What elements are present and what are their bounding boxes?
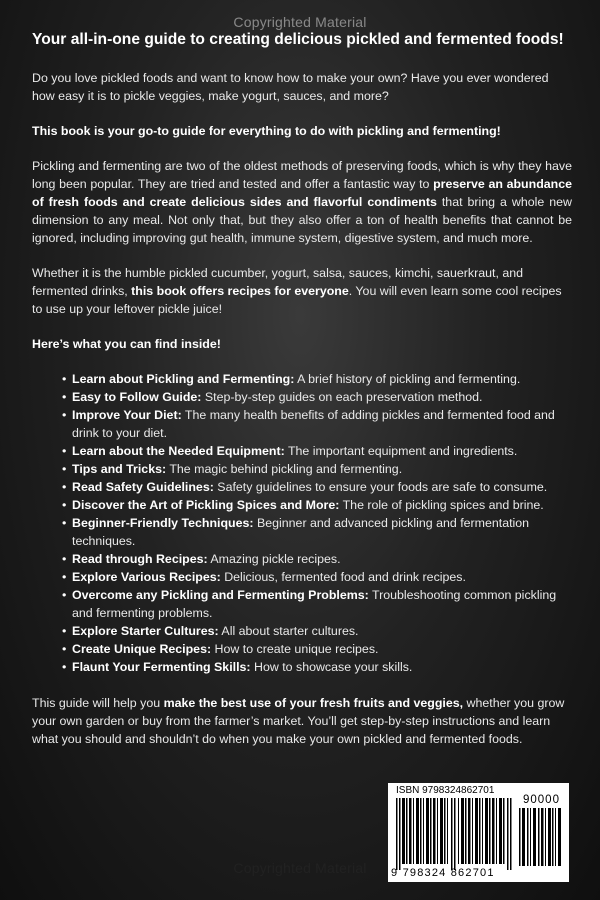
feature-desc: The important equipment and ingredients. (284, 444, 518, 458)
watermark-bottom: Copyrighted Material (233, 860, 367, 876)
feature-title: Explore Various Recipes: (72, 570, 221, 584)
feature-title: Read through Recipes: (72, 552, 208, 566)
description-paragraph (32, 157, 572, 247)
list-item (62, 658, 572, 676)
list-item (62, 388, 572, 406)
barcode-digits: 9 798324 862701 (391, 867, 495, 879)
list-item (62, 550, 572, 568)
feature-desc: Step-by-step guides on each preservation method. (201, 390, 483, 404)
closing-paragraph (32, 694, 572, 748)
recipes-highlight: this book offers recipes for everyone (131, 284, 349, 298)
feature-title: Learn about the Needed Equipment: (72, 444, 285, 458)
feature-title: Learn about Pickling and Fermenting: (72, 372, 295, 386)
feature-desc: How to showcase your skills. (250, 660, 413, 674)
feature-title: Flaunt Your Fermenting Skills: (72, 660, 251, 674)
list-item (62, 442, 572, 460)
recipes-text-a: Whether it is the humble pickled cucumber, yogurt, salsa, sauces, kimchi, sauerkraut, and fermented drinks, (32, 266, 524, 298)
price-barcode-icon (519, 808, 563, 866)
feature-desc: The magic behind pickling and fermenting. (166, 462, 403, 476)
list-item (62, 406, 572, 442)
recipes-paragraph (32, 264, 572, 318)
back-cover-text (32, 30, 572, 765)
feature-title: Explore Starter Cultures: (72, 624, 219, 638)
intro-paragraph: Do you love pickled foods and want to know how to make your own? Have you ever wondered how easy it is to pickle veggies, make yogurt, sauces, and more? (32, 71, 549, 103)
feature-title: Improve Your Diet: (72, 408, 182, 422)
watermark-top: Copyrighted Material (233, 14, 367, 30)
list-item (62, 370, 572, 388)
list-item (62, 622, 572, 640)
feature-desc: Beginner and advanced pickling and fermentation techniques. (72, 516, 530, 548)
feature-list (32, 370, 572, 676)
feature-title: Beginner-Friendly Techniques: (72, 516, 254, 530)
description-text-a: Pickling and fermenting are two of the oldest methods of preserving foods, which is why they have long been popular. They are tried and tested and offer a fantastic way to (32, 159, 572, 191)
closing-highlight: make the best use of your fresh fruits and veggies, (163, 696, 464, 710)
feature-desc: The role of pickling spices and brine. (339, 498, 544, 512)
feature-title: Discover the Art of Pickling Spices and More: (72, 498, 340, 512)
list-item (62, 640, 572, 658)
isbn-label: ISBN 9798324862701 (396, 785, 495, 796)
feature-desc: Delicious, fermented food and drink recipes. (220, 570, 466, 584)
feature-title: Read Safety Guidelines: (72, 480, 214, 494)
feature-title: Tips and Tricks: (72, 462, 167, 476)
list-item (62, 586, 572, 622)
description-highlight: preserve an abundance of fresh foods and create delicious sides and flavorful condiments (32, 177, 573, 209)
inside-heading: Here’s what you can find inside! (32, 337, 221, 351)
list-item (62, 568, 572, 586)
list-item (62, 460, 572, 478)
feature-desc: The many health benefits of adding pickles and fermented food and drink to your diet. (72, 408, 555, 440)
list-item (62, 496, 572, 514)
feature-desc: All about starter cultures. (218, 624, 359, 638)
list-item (62, 478, 572, 496)
price-code: 90000 (523, 794, 560, 806)
feature-desc: Amazing pickle recipes. (207, 552, 341, 566)
lead-paragraph: This book is your go-to guide for everything to do with pickling and fermenting! (32, 124, 501, 138)
headline: Your all-in-one guide to creating delicious pickled and fermented foods! (32, 31, 564, 48)
recipes-text-c: . You will even learn some cool recipes to use up your leftover pickle juice! (32, 284, 562, 316)
description-text-c: that bring a whole new dimension to any meal. Not only that, but they also offer a ton of health benefits that cannot be ignored, including improving gut health, immune system, digestive system, and much more. (32, 195, 572, 245)
feature-title: Create Unique Recipes: (72, 642, 212, 656)
feature-title: Easy to Follow Guide: (72, 390, 202, 404)
feature-title: Overcome any Pickling and Fermenting Problems: (72, 588, 369, 602)
feature-desc: How to create unique recipes. (211, 642, 379, 656)
feature-desc: Safety guidelines to ensure your foods are safe to consume. (213, 480, 548, 494)
closing-text-a: This guide will help you (32, 696, 164, 710)
list-item (62, 514, 572, 550)
feature-desc: A brief history of pickling and fermenting. (294, 372, 521, 386)
feature-desc: Troubleshooting common pickling and fermenting problems. (72, 588, 557, 620)
closing-text-c: whether you grow your own garden or buy from the farmer’s market. You’ll get step-by-step instructions and learn what you should and shouldn’t do when you make your own pickled and fermented foods. (32, 696, 565, 746)
